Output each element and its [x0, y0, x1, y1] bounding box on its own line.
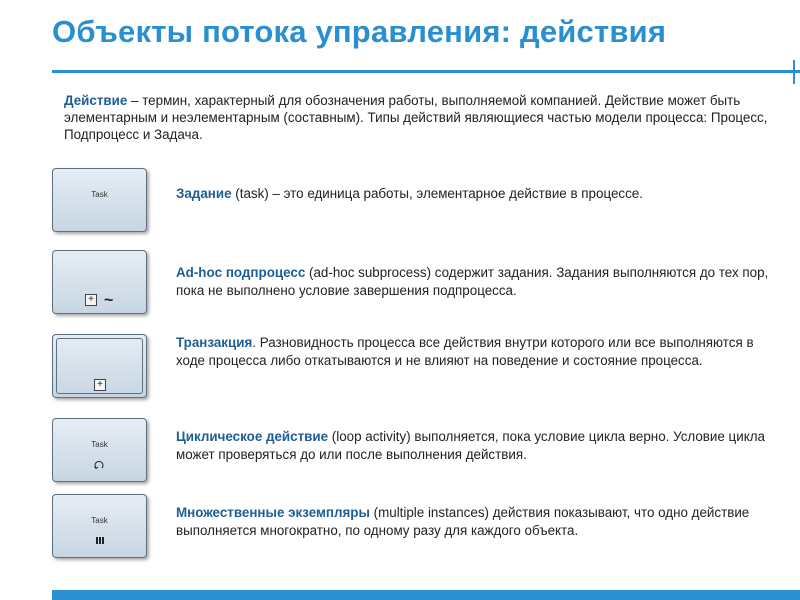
- title-underline: [52, 70, 800, 73]
- loop-description: [176, 428, 776, 464]
- intro-text: – термин, характерный для обозначения работы, выполняемой компанией. Действие может быть элементарным и неэлементарным (составным). Типы действий являющиеся частью модели процесса: Процесс, Подпроцесс и Задача.: [64, 93, 768, 142]
- intro-paragraph: [64, 92, 774, 143]
- multi-instance-icon: [96, 537, 105, 544]
- collapsed-subprocess-icon: +: [85, 294, 97, 306]
- loop-task-shape-label: Task: [91, 440, 108, 449]
- transaction-text: . Разновидность процесса все действия внутри которого или все выполняются в ходе процесса либо откатываются и не влияют на поведение и состояние процесса.: [176, 335, 754, 368]
- title-rule-end: [793, 60, 795, 84]
- task-shape-label: Task: [91, 190, 108, 199]
- task-shape: [52, 168, 147, 232]
- multi-instance-description: [176, 504, 776, 540]
- task-text: (task) – это единица работы, элементарное действие в процессе.: [231, 186, 643, 201]
- adhoc-tilde-icon: ~: [104, 292, 114, 309]
- transaction-term: Транзакция: [176, 335, 253, 350]
- loop-term: Циклическое действие: [176, 429, 329, 444]
- task-term: Задание: [176, 186, 232, 201]
- adhoc-text: (ad-hoc subprocess) содержит задания. Задания выполняются до тех пор, пока не выполнено условие завершения подпроцесса.: [176, 265, 769, 298]
- multi-instance-text: (multiple instances) действия показывают, что одно действие выполняется многократно, по одному разу для каждого объекта.: [176, 505, 750, 538]
- multi-instance-term: Множественные экземпляры: [176, 505, 370, 520]
- adhoc-subprocess-shape: [52, 250, 147, 314]
- slide-title: Объекты потока управления: действия: [52, 14, 667, 49]
- multi-instance-task-shape-label: Task: [91, 516, 108, 525]
- bottom-bar: [52, 590, 800, 600]
- task-description: [176, 185, 776, 203]
- transaction-description: [176, 334, 776, 370]
- transaction-shape: [52, 334, 147, 398]
- loop-icon: [93, 459, 105, 471]
- multi-instance-task-shape: [52, 494, 147, 558]
- intro-term: Действие: [64, 93, 128, 108]
- loop-text: (loop activity) выполняется, пока условие цикла верно. Условие цикла может проверяться до или после выполнения действия.: [176, 429, 765, 462]
- collapsed-subprocess-icon: +: [94, 379, 106, 391]
- adhoc-description: [176, 264, 776, 300]
- adhoc-term: Ad-hoc подпроцесс: [176, 265, 306, 280]
- loop-task-shape: [52, 418, 147, 482]
